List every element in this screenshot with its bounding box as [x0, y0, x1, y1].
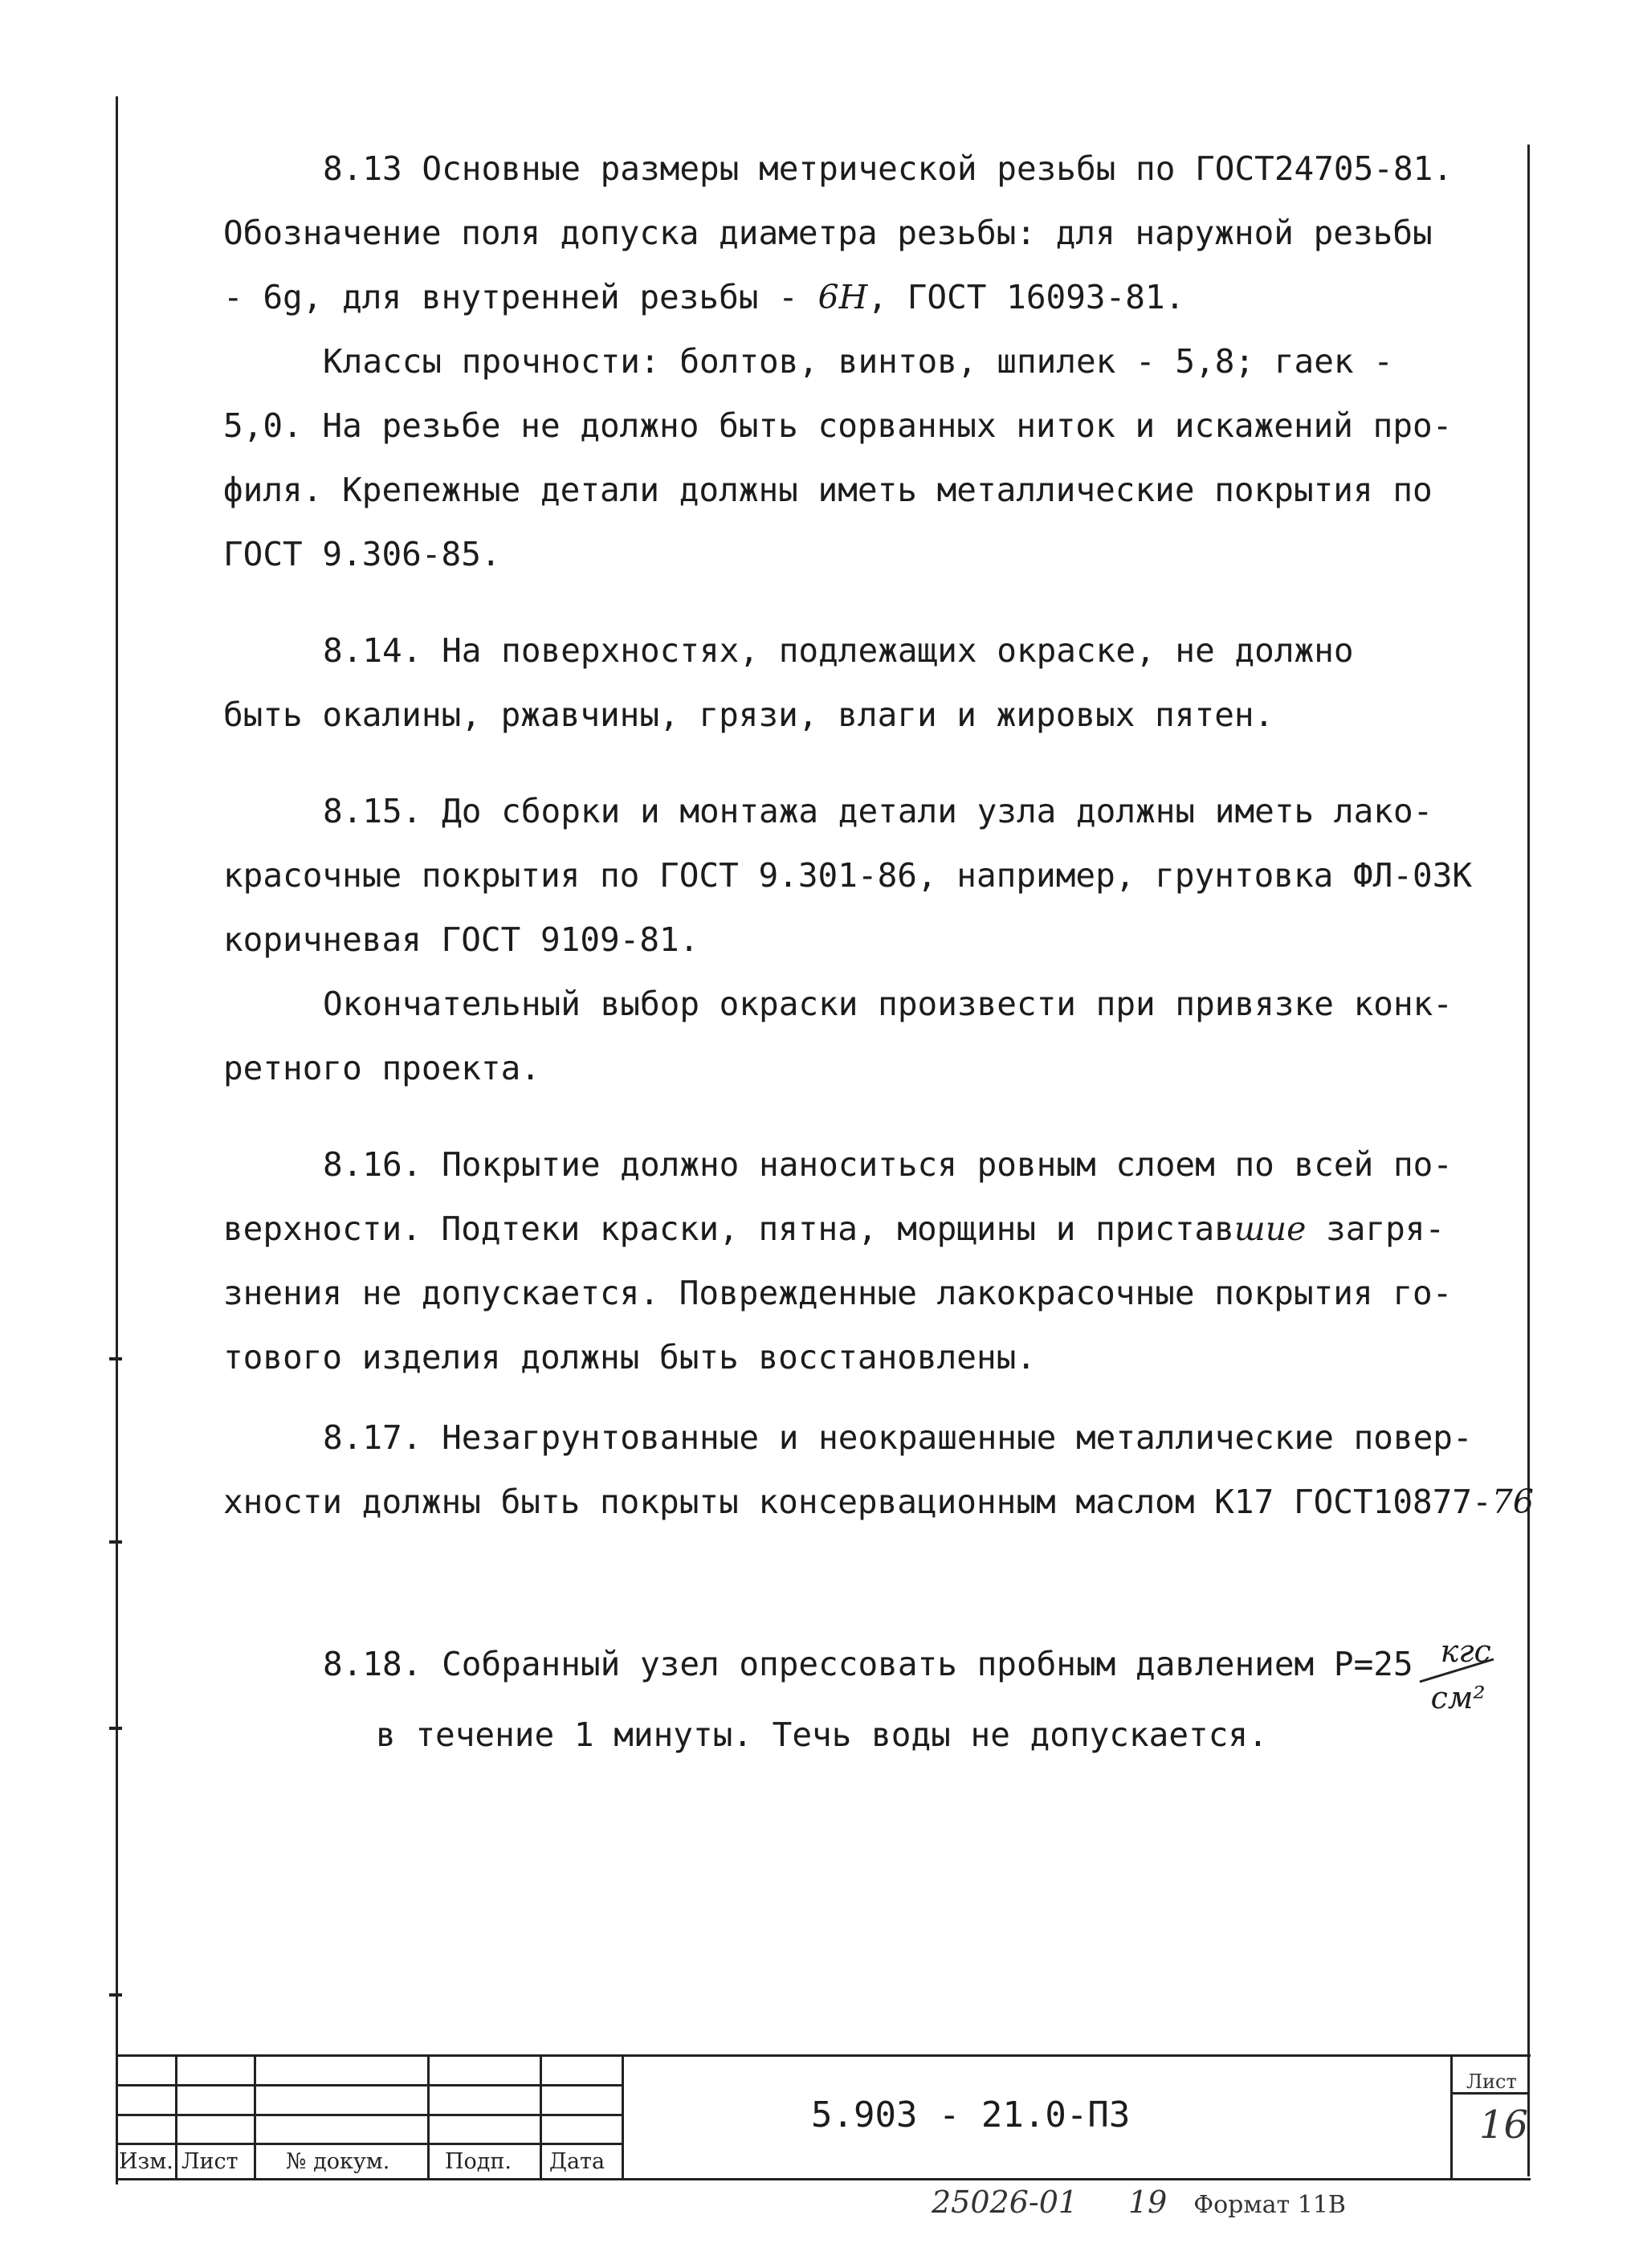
stamp-column	[540, 2054, 542, 2178]
margin-tick	[109, 1540, 122, 1544]
paper-format: Формат 11В	[1193, 2191, 1346, 2219]
frame-bottom-border	[116, 2178, 1531, 2180]
text-line: быть окалины, ржавчины, грязи, влаги и жировых пятен.	[223, 695, 1274, 734]
text-line: красочные покрытия по ГОСТ 9.301-86, например, грунтовка ФЛ-03К	[223, 856, 1473, 895]
pressure-unit-fraction	[1417, 1630, 1497, 1715]
unit-denominator: см²	[1430, 1680, 1486, 1715]
paragraph-8-18	[223, 1630, 1492, 1767]
stamp-rule	[116, 2084, 622, 2086]
paragraph-8-17	[223, 1405, 1534, 1534]
stamp-label-date: Дата	[549, 2149, 605, 2174]
stamp-label-sheet: Лист	[181, 2149, 239, 2174]
text-line	[223, 1630, 1492, 1715]
text-line: коричневая ГОСТ 9109-81.	[223, 920, 699, 959]
text-line: филя. Крепежные детали должны иметь металлические покрытия по	[223, 471, 1433, 509]
text-segment: хности должны быть покрыты консервационным маслом К17 ГОСТ10877-	[223, 1483, 1492, 1521]
text-line: Окончательный выбор окраски произвести при привязке конк-	[323, 985, 1453, 1023]
sheet-number: 16	[1479, 2103, 1529, 2148]
unit-numerator: кгс	[1440, 1634, 1491, 1669]
stamp-column	[254, 2054, 256, 2178]
inventory-number: 25026-01	[932, 2184, 1078, 2220]
text-line: 8.13 Основные размеры метрической резьбы по ГОСТ24705-81.	[323, 149, 1453, 188]
paragraph-8-15-final	[223, 972, 1492, 1100]
frame-left-border	[116, 96, 118, 2184]
sheet-label: Лист	[1466, 2070, 1517, 2093]
stamp-column	[1450, 2054, 1453, 2178]
text-line: в течение 1 минуты. Течь воды не допускается.	[376, 1715, 1268, 1754]
margin-tick	[109, 1357, 122, 1360]
text-segment: , ГОСТ 16093-81.	[867, 278, 1185, 316]
margin-tick	[109, 1993, 122, 1997]
text-segment: 8.18. Собранный узел опрессовать пробным давлением Р=25	[323, 1645, 1413, 1683]
stamp-column	[622, 2054, 624, 2178]
frame-right-border	[1527, 145, 1530, 2176]
stamp-rule	[116, 2114, 622, 2116]
stamp-label-signature: Подп.	[445, 2149, 512, 2174]
handwritten-year: 76	[1491, 1483, 1534, 1521]
text-segment: загря-	[1306, 1209, 1445, 1248]
stamp-rule	[116, 2143, 622, 2145]
text-line: 8.15. До сборки и монтажа детали узла должны иметь лако-	[323, 792, 1433, 830]
paragraph-8-16	[223, 1132, 1492, 1389]
handwritten-tolerance: 6H	[817, 278, 868, 316]
stamp-label-doc-number: № докум.	[286, 2149, 390, 2174]
paragraph-8-13-classes	[223, 329, 1492, 586]
text-segment: - 6g, для внутренней резьбы -	[223, 278, 818, 316]
text-line: 8.17. Незагрунтованные и неокрашенные металлические повер-	[323, 1418, 1473, 1457]
footer	[932, 2184, 1346, 2220]
stamp-column	[175, 2054, 177, 2178]
stamp-label-change: Изм.	[119, 2149, 173, 2174]
text-line: 8.16. Покрытие должно наноситься ровным слоем по всей по-	[323, 1145, 1453, 1184]
text-line: тового изделия должны быть восстановлены.	[223, 1338, 1037, 1377]
paragraph-8-13	[223, 137, 1492, 329]
text-line: ГОСТ 9.306-85.	[223, 535, 501, 573]
paragraph-8-15	[223, 779, 1492, 972]
text-line: 8.14. На поверхностях, подлежащих окраске, не должно	[323, 631, 1354, 670]
text-line: Классы прочности: болтов, винтов, шпилек - 5,8; гаек -	[323, 342, 1393, 381]
handwritten-correction: шие	[1233, 1209, 1307, 1248]
stamp-column	[427, 2054, 430, 2178]
text-line: Обозначение поля допуска диаметра резьбы: для наружной резьбы	[223, 214, 1433, 252]
stamp-rule	[116, 2054, 1531, 2057]
text-line: 5,0. На резьбе не должно быть сорванных ниток и искажений про-	[223, 406, 1453, 445]
text-segment: верхности. Подтеки краски, пятна, морщины и пристав	[223, 1209, 1234, 1248]
page-count: 19	[1127, 2184, 1168, 2220]
margin-tick	[109, 1727, 122, 1730]
text-line: знения не допускается. Поврежденные лакокрасочные покрытия го-	[223, 1274, 1453, 1312]
text-line: ретного проекта.	[223, 1049, 540, 1087]
text-line	[223, 265, 1492, 329]
text-line	[223, 1197, 1492, 1261]
document-code: 5.903 - 21.0-ПЗ	[811, 2095, 1131, 2135]
text-line	[223, 1470, 1534, 1534]
paragraph-8-14	[223, 618, 1492, 747]
